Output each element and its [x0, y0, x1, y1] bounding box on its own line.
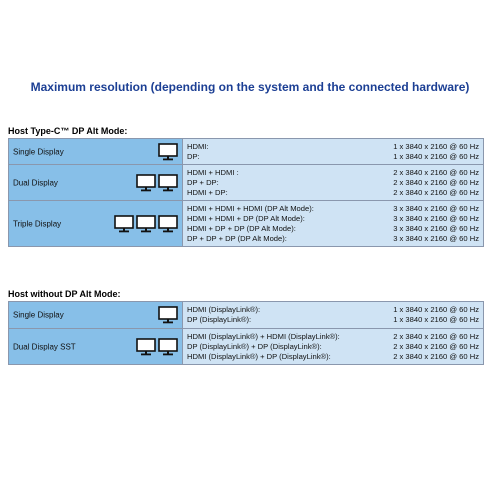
- spec-line: [187, 224, 479, 234]
- spec-line: [187, 352, 479, 362]
- table-row: [9, 165, 484, 201]
- device-label: Dual Display SST: [13, 342, 76, 351]
- monitor-icon: [136, 215, 156, 233]
- resolution-text: 3 x 3840 x 2160 @ 60 Hz: [393, 223, 479, 233]
- device-cell: [9, 302, 183, 329]
- table-row: [9, 329, 484, 365]
- port-text: HDMI (DisplayLink®):: [187, 305, 261, 314]
- resolution-text: 1 x 3840 x 2160 @ 60 Hz: [393, 141, 479, 151]
- resolution-text: 2 x 3840 x 2160 @ 60 Hz: [393, 167, 479, 177]
- resolution-text: 3 x 3840 x 2160 @ 60 Hz: [393, 233, 479, 243]
- port-text: HDMI (DisplayLink®) + HDMI (DisplayLink®):: [187, 331, 340, 341]
- resolution-text: 1 x 3840 x 2160 @ 60 Hz: [393, 315, 479, 324]
- port-text: DP:: [187, 151, 200, 161]
- resolution-text: 3 x 3840 x 2160 @ 60 Hz: [393, 213, 479, 223]
- spec-line: [187, 305, 479, 315]
- port-text: DP + DP:: [187, 177, 219, 187]
- page-title: Maximum resolution (depending on the system and the connected hardware): [30, 80, 470, 94]
- port-text: HDMI + HDMI + HDMI (DP Alt Mode):: [187, 203, 314, 213]
- spec-line: [187, 178, 479, 188]
- resolution-text: 2 x 3840 x 2160 @ 60 Hz: [393, 331, 479, 341]
- monitor-icon: [158, 143, 178, 161]
- monitor-icons: [158, 143, 178, 161]
- resolution-text: 2 x 3840 x 2160 @ 60 Hz: [393, 177, 479, 187]
- monitor-icons: [158, 306, 178, 324]
- port-text: HDMI + DP:: [187, 187, 228, 197]
- monitor-icons: [136, 174, 178, 192]
- spec-line: [187, 142, 479, 152]
- table-row: [9, 201, 484, 247]
- port-text: HDMI + HDMI + DP (DP Alt Mode):: [187, 213, 305, 223]
- spec-line: [187, 234, 479, 244]
- resolution-text: 3 x 3840 x 2160 @ 60 Hz: [393, 203, 479, 213]
- monitor-icon: [158, 174, 178, 192]
- table-row: [9, 139, 484, 165]
- monitor-icon: [136, 338, 156, 356]
- monitor-icon: [158, 215, 178, 233]
- device-label: Triple Display: [13, 219, 62, 228]
- resolution-text: 1 x 3840 x 2160 @ 60 Hz: [393, 305, 479, 314]
- device-cell: [9, 201, 183, 247]
- spec-line: [187, 214, 479, 224]
- spec-line: [187, 188, 479, 198]
- section-heading-no-dp-alt: Host without DP Alt Mode:: [8, 289, 121, 299]
- monitor-icon: [136, 174, 156, 192]
- resolution-text: 1 x 3840 x 2160 @ 60 Hz: [393, 151, 479, 161]
- spec-line: [187, 168, 479, 178]
- table-row: [9, 302, 484, 329]
- port-text: DP (DisplayLink®):: [187, 315, 252, 324]
- resolution-text: 2 x 3840 x 2160 @ 60 Hz: [393, 187, 479, 197]
- spec-cell: [183, 201, 484, 247]
- section-heading-dp-alt: Host Type-C™ DP Alt Mode:: [8, 126, 128, 136]
- spec-line: [187, 332, 479, 342]
- dp-alt-mode-table: [8, 138, 484, 247]
- port-text: DP + DP + DP (DP Alt Mode):: [187, 233, 287, 243]
- no-dp-alt-mode-table: [8, 301, 484, 365]
- spec-line: [187, 315, 479, 325]
- monitor-icons: [114, 215, 178, 233]
- spec-line: [187, 204, 479, 214]
- monitor-icon: [158, 306, 178, 324]
- spec-cell: [183, 165, 484, 201]
- resolution-text: 2 x 3840 x 2160 @ 60 Hz: [393, 351, 479, 361]
- port-text: HDMI (DisplayLink®) + DP (DisplayLink®):: [187, 351, 331, 361]
- spec-line: [187, 152, 479, 162]
- resolution-text: 2 x 3840 x 2160 @ 60 Hz: [393, 341, 479, 351]
- spec-line: [187, 342, 479, 352]
- monitor-icon: [158, 338, 178, 356]
- port-text: DP (DisplayLink®) + DP (DisplayLink®):: [187, 341, 322, 351]
- port-text: HDMI + DP + DP (DP Alt Mode):: [187, 223, 296, 233]
- port-text: HDMI:: [187, 141, 209, 151]
- spec-cell: [183, 139, 484, 165]
- device-cell: [9, 329, 183, 365]
- monitor-icons: [136, 338, 178, 356]
- device-label: Single Display: [13, 310, 64, 320]
- device-label: Dual Display: [13, 178, 58, 187]
- device-label: Single Display: [13, 147, 64, 156]
- port-text: HDMI + HDMI :: [187, 167, 239, 177]
- device-cell: [9, 139, 183, 165]
- device-cell: [9, 165, 183, 201]
- spec-cell: [183, 302, 484, 329]
- spec-cell: [183, 329, 484, 365]
- monitor-icon: [114, 215, 134, 233]
